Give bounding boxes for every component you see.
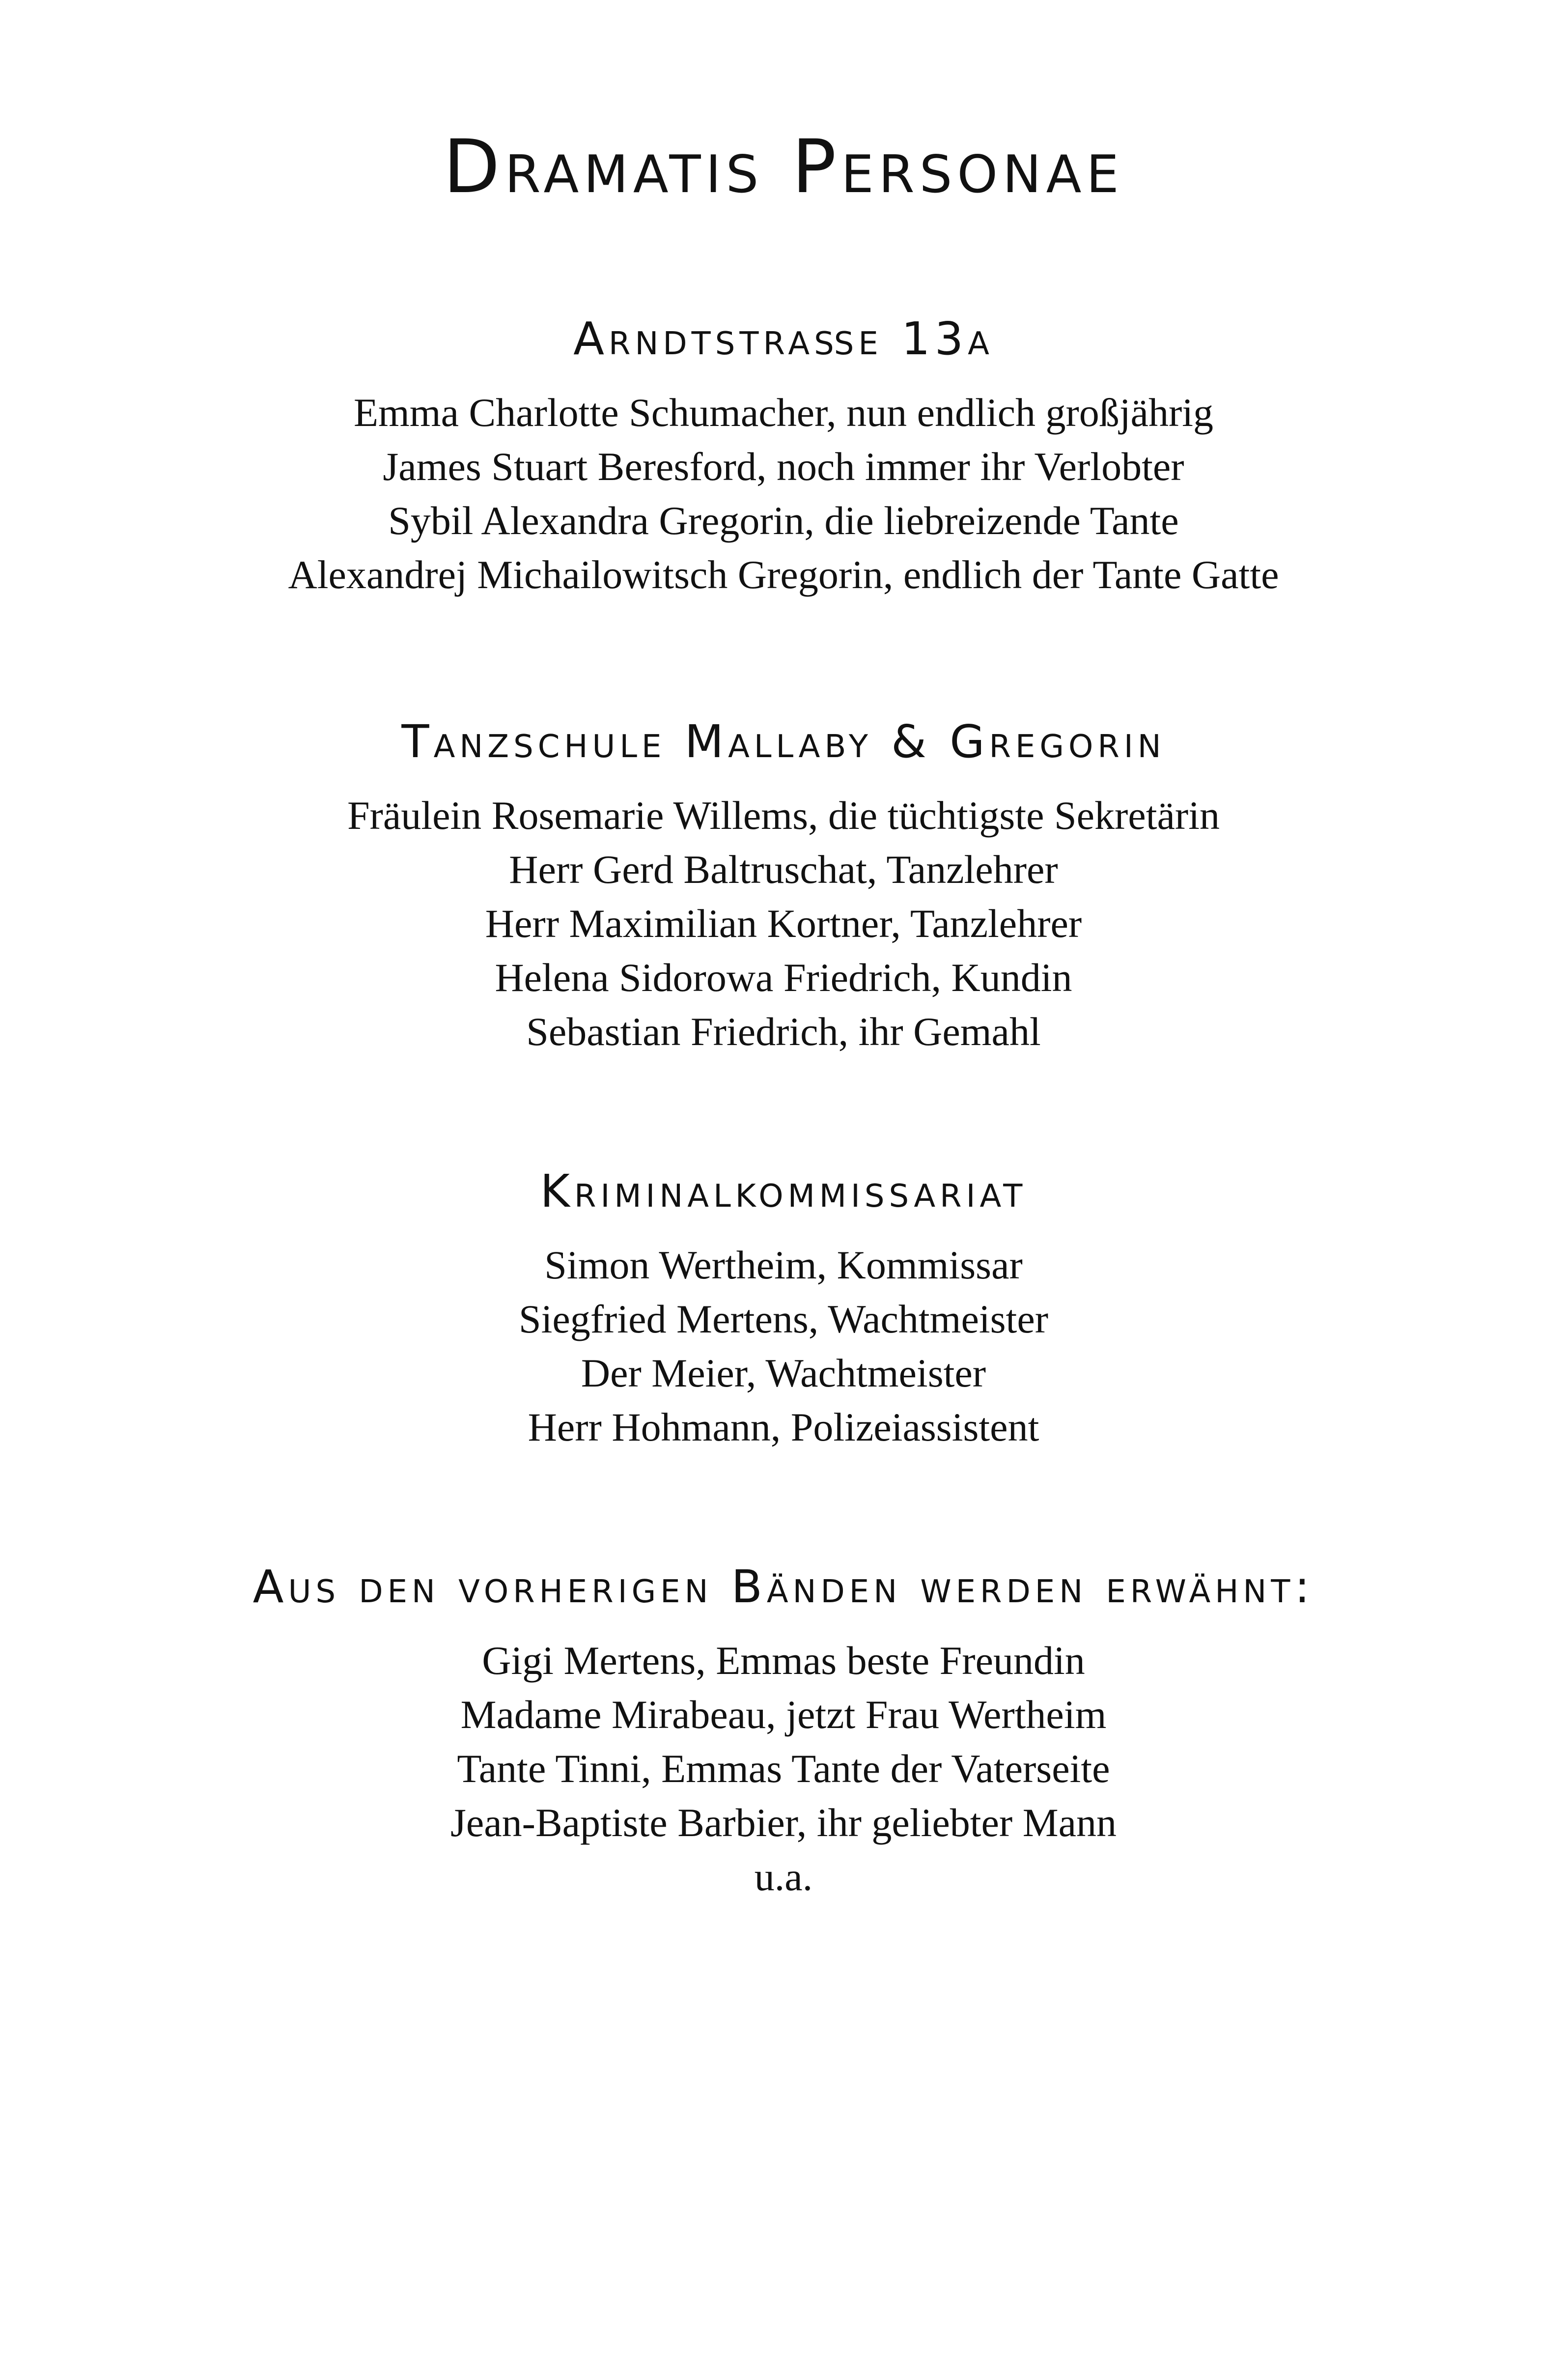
section-arndtstrasse (0, 310, 1567, 602)
character-entry: Helena Sidorowa Friedrich, Kundin (495, 955, 1072, 1000)
character-entry: Der Meier, Wachtmeister (581, 1351, 986, 1395)
character-entry: Siegfried Mertens, Wachtmeister (518, 1297, 1049, 1341)
character-entry: Sebastian Friedrich, ihr Gemahl (526, 1009, 1041, 1054)
character-entry: Emma Charlotte Schumacher, nun endlich großjährig (353, 390, 1214, 435)
section-previous-volumes (0, 1558, 1567, 1904)
character-entry: Tante Tinni, Emmas Tante der Vaterseite (457, 1746, 1110, 1791)
character-entry: Madame Mirabeau, jetzt Frau Wertheim (460, 1692, 1107, 1737)
character-list (0, 1634, 1567, 1904)
character-list (0, 789, 1567, 1059)
character-entry: Alexandrej Michailowitsch Gregorin, endlich der Tante Gatte (288, 552, 1279, 597)
character-entry: Simon Wertheim, Kommissar (544, 1243, 1023, 1287)
section-heading: Tanzschule Mallaby & Gregorin (401, 715, 1166, 768)
page-title: Dramatis Personae (443, 124, 1124, 210)
section-heading: Kriminalkommissariat (540, 1165, 1027, 1218)
character-entry: Jean-Baptiste Barbier, ihr geliebter Mann (450, 1800, 1117, 1845)
character-entry: Fräulein Rosemarie Willems, die tüchtigste Sekretärin (347, 793, 1220, 838)
character-list (0, 1238, 1567, 1454)
character-entry: Herr Gerd Baltruschat, Tanzlehrer (509, 847, 1058, 892)
character-entry: u.a. (754, 1854, 813, 1899)
section-tanzschule (0, 712, 1567, 1059)
character-entry: Herr Hohmann, Polizeiassistent (528, 1405, 1039, 1449)
character-entry: Sybil Alexandra Gregorin, die liebreizende Tante (388, 498, 1179, 543)
section-heading: Aus den vorherigen Bänden werden erwähnt: (252, 1560, 1315, 1613)
section-kriminalkommissariat (0, 1162, 1567, 1454)
character-entry: Gigi Mertens, Emmas beste Freundin (482, 1638, 1085, 1683)
section-heading: Arndtstraße 13a (573, 312, 994, 365)
character-entry: Herr Maximilian Kortner, Tanzlehrer (485, 901, 1082, 946)
character-list (0, 386, 1567, 602)
character-entry: James Stuart Beresford, noch immer ihr Verlobter (383, 444, 1184, 489)
